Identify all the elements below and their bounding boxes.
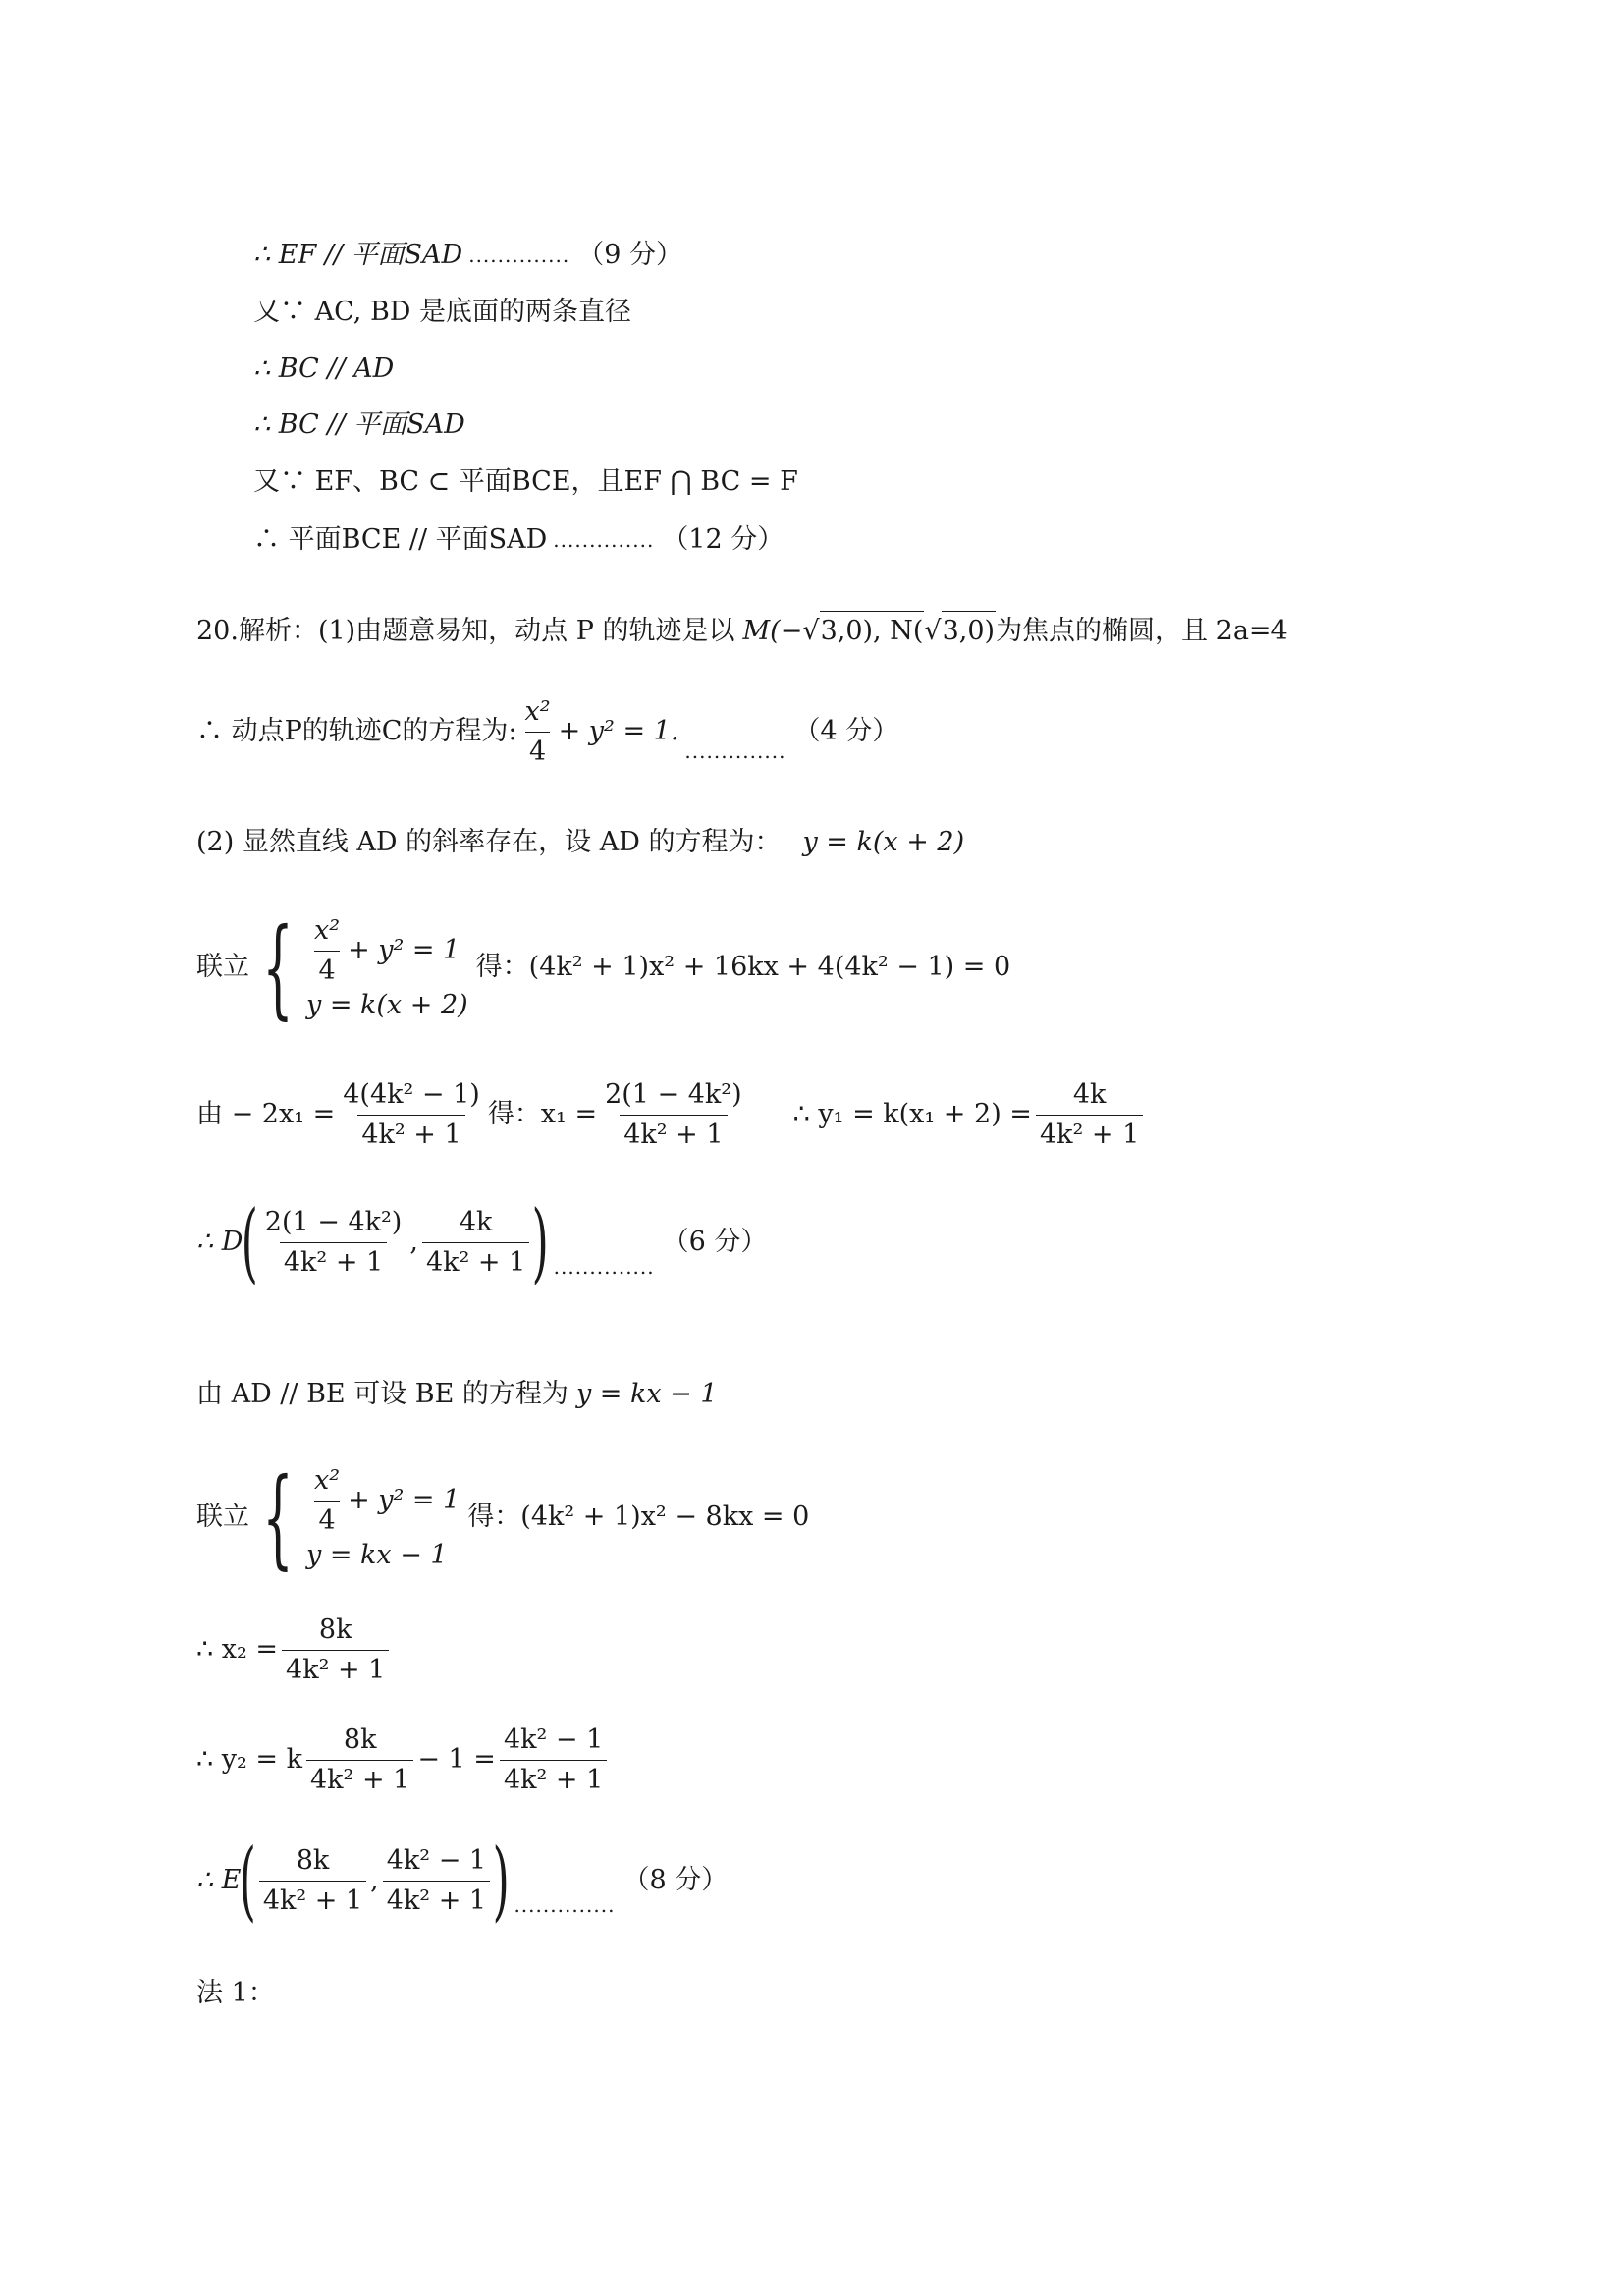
- leader-dots: ..............: [553, 1255, 655, 1279]
- line-point-d: ∴ D ( $\frac{\text{2(1 − 4k²)}}{\text{4k² + 1}}$ , $\frac{4k}{\text{4k² + 1}}$ ) .............. （6 分）: [196, 1191, 768, 1292]
- score-6: （6 分）: [662, 1227, 768, 1257]
- denominator: 4: [314, 1501, 339, 1539]
- sqrt-icon: √: [802, 615, 820, 646]
- score-4: （4 分）: [793, 716, 899, 746]
- line-bc-parallel-ad: [253, 350, 1505, 389]
- score-8: （8 分）: [622, 1865, 729, 1895]
- sqrt-m-text: 3,0), N(: [820, 611, 925, 651]
- line-ad-equation: y = k(x + 2): [802, 827, 965, 857]
- line-x2: [196, 1611, 1505, 1689]
- system-label: 联立: [196, 952, 249, 982]
- y1-pre-text: ∴ y₁ = k(x₁ + 2) =: [792, 1099, 1032, 1129]
- system-row-text: + y² = 1: [348, 1485, 460, 1515]
- fraction: [339, 1077, 484, 1153]
- denominator: 4: [525, 732, 550, 770]
- ellipse-pre-text: ∴ 动点P的轨迹C的方程为:: [196, 716, 517, 746]
- line-be-equation: y = kx − 1: [575, 1379, 718, 1409]
- part2-text: (2) 显然直线 AD 的斜率存在，设 AD 的方程为：: [196, 827, 782, 857]
- numerator: 4k: [1072, 1078, 1107, 1110]
- numerator: 8k: [343, 1723, 377, 1755]
- fraction: [383, 1843, 490, 1919]
- equation-system: [253, 1454, 460, 1580]
- sqrt-icon: √: [924, 615, 942, 646]
- fraction: [282, 1613, 389, 1688]
- fraction: [500, 1722, 607, 1798]
- ef-bc-text: 又∵ EF、BC ⊂ 平面BCE，且EF ⋂ BC = F: [253, 466, 798, 497]
- right-paren-icon: ): [492, 1830, 510, 1931]
- left-paren-icon: (: [242, 1191, 259, 1292]
- system-row-text: y = kx − 1: [306, 1539, 448, 1570]
- ef-parallel-text: ∴ EF // 平面SAD: [253, 240, 463, 270]
- fraction: [601, 1077, 746, 1153]
- line-y2: [196, 1721, 1505, 1799]
- y2-mid-text: − 1 =: [417, 1744, 496, 1775]
- fraction: [310, 1463, 344, 1539]
- fraction: [306, 1722, 413, 1798]
- brace-icon: {: [262, 1454, 294, 1580]
- line-method-1: [196, 1974, 1505, 2013]
- line-vieta: [196, 1070, 1505, 1159]
- leader-dots: ..............: [553, 528, 655, 552]
- system-result: 得：(4k² + 1)x² − 8kx = 0: [467, 1502, 810, 1532]
- line-ef-parallel: [253, 236, 1505, 275]
- line-be-setup: [196, 1375, 1505, 1414]
- leader-dots: ..............: [468, 244, 570, 267]
- point-e-label: ∴ E: [196, 1865, 242, 1895]
- fraction: [259, 1843, 366, 1919]
- denominator: 4k² + 1: [620, 1115, 727, 1153]
- system-result: 得：(4k² + 1)x² + 16kx + 4(4k² − 1) = 0: [475, 952, 1011, 982]
- leader-dots: ..............: [514, 1893, 616, 1917]
- line-system-1: [196, 904, 1505, 1030]
- fraction: [422, 1205, 529, 1281]
- system-row-text: y = k(x + 2): [306, 989, 468, 1020]
- numerator: 8k: [296, 1844, 330, 1876]
- leader-dots: ..............: [684, 739, 786, 763]
- line-ac-bd-diameters: [253, 293, 1505, 332]
- denominator: 4k² + 1: [306, 1760, 413, 1798]
- x2-pre-text: ∴ x₂ =: [196, 1634, 279, 1665]
- numerator: 4(4k² − 1): [343, 1078, 480, 1110]
- point-m-text: M(−: [742, 615, 803, 646]
- numerator: x²: [524, 695, 551, 727]
- denominator: 4k² + 1: [357, 1115, 464, 1153]
- brace-icon: {: [262, 904, 294, 1030]
- line-ellipse-equation: [196, 692, 1505, 771]
- numerator: 4k: [459, 1206, 493, 1237]
- method-1-label: 法 1：: [196, 1978, 275, 2008]
- fraction: [310, 913, 344, 989]
- q20-intro-text: 20.解析：(1)由题意易知，动点 P 的轨迹是以: [196, 615, 735, 646]
- numerator: 2(1 − 4k²): [264, 1206, 403, 1237]
- fraction: [1036, 1077, 1143, 1153]
- equation-system: [253, 904, 468, 1030]
- fraction: [261, 1205, 406, 1281]
- score-9: （9 分）: [577, 240, 682, 270]
- score-12: （12 分）: [662, 524, 784, 555]
- ellipse-post-text: + y² = 1.: [558, 716, 679, 746]
- right-paren-icon: ): [531, 1191, 550, 1292]
- be-setup-text: 由 AD // BE 可设 BE 的方程为: [196, 1379, 568, 1409]
- fraction: [521, 694, 555, 770]
- bc-ad-text: ∴ BC // AD: [253, 354, 395, 384]
- line-plane-parallel: [253, 520, 1505, 560]
- denominator: 4k² + 1: [422, 1242, 529, 1281]
- ac-bd-text: 又∵ AC, BD 是底面的两条直径: [253, 297, 632, 327]
- numerator: 4k² − 1: [503, 1723, 604, 1755]
- q20-focus-text: 为焦点的椭圆，且 2a=4: [996, 615, 1288, 646]
- numerator: 4k² − 1: [386, 1844, 487, 1876]
- denominator: 4k² + 1: [1036, 1115, 1143, 1153]
- denominator: 4k² + 1: [282, 1650, 389, 1688]
- bc-plane-text: ∴ BC // 平面SAD: [253, 410, 465, 440]
- numerator: 2(1 − 4k²): [605, 1078, 742, 1110]
- line-ef-bc-subset: [253, 463, 1505, 502]
- y2-pre-text: ∴ y₂ = k: [196, 1744, 302, 1775]
- line-system-2: [196, 1454, 1505, 1580]
- line-part2: [196, 823, 1505, 862]
- denominator: 4k² + 1: [500, 1760, 607, 1798]
- system-label: 联立: [196, 1502, 249, 1532]
- line-point-e: ∴ E ( $\frac{8k}{\text{4k² + 1}}$ , $\frac{\text{4k² − 1}}{\text{4k² + 1}}$ ) .............. （8 分）: [196, 1830, 729, 1931]
- line-bc-parallel-plane: [253, 406, 1505, 445]
- plane-parallel-text: ∴ 平面BCE // 平面SAD: [253, 524, 548, 555]
- sqrt-n-text: 3,0): [942, 611, 996, 651]
- numerator: 8k: [318, 1613, 352, 1645]
- denominator: 4k² + 1: [280, 1242, 387, 1281]
- left-paren-icon: (: [240, 1830, 257, 1931]
- denominator: 4k² + 1: [259, 1881, 366, 1919]
- vieta-mid-text: 得：x₁ =: [487, 1099, 598, 1129]
- point-d-label: ∴ D: [196, 1227, 243, 1257]
- denominator: 4k² + 1: [383, 1881, 490, 1919]
- numerator: x²: [314, 914, 341, 946]
- system-row-text: + y² = 1: [348, 935, 460, 965]
- denominator: 4: [314, 951, 339, 989]
- line-q20-intro: [196, 611, 1505, 651]
- numerator: x²: [314, 1464, 341, 1496]
- vieta-pre-text: 由 − 2x₁ =: [196, 1099, 336, 1129]
